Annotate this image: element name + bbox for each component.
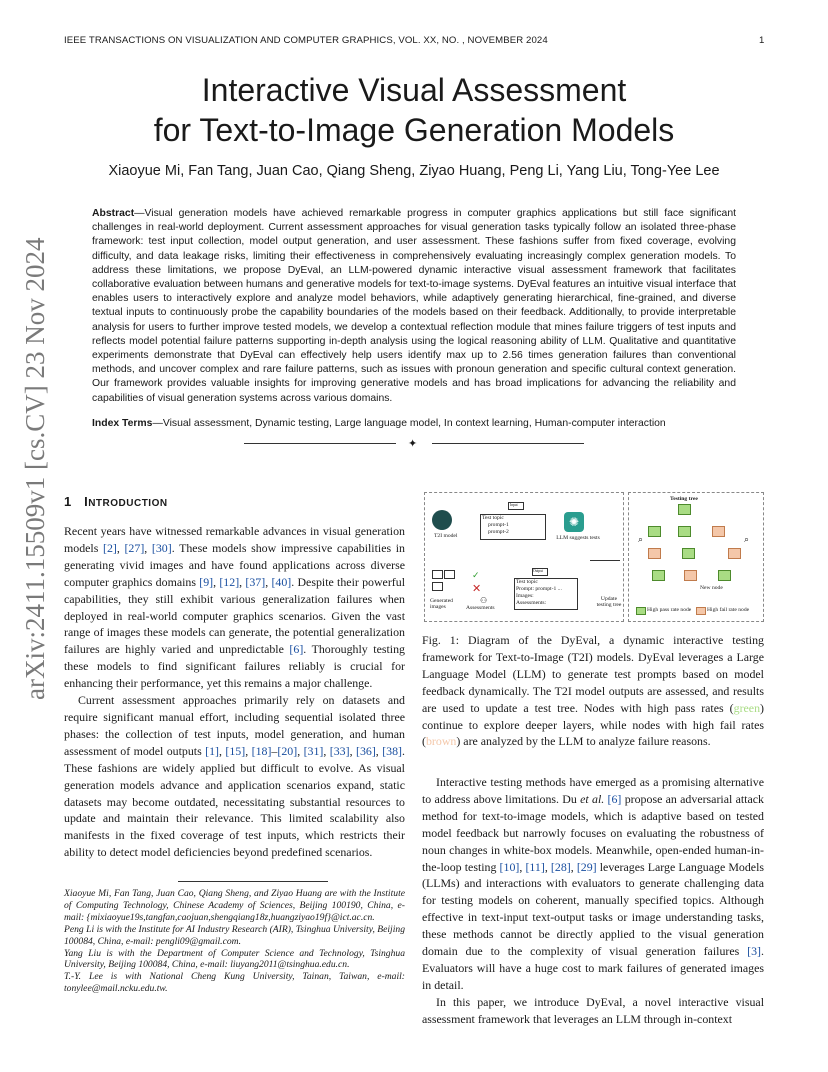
arxiv-stamp: arXiv:2411.15509v1 [cs.CV] 23 Nov 2024 — [20, 237, 50, 700]
legend-pass-label: High pass rate node — [647, 607, 692, 613]
citation-link[interactable]: [29] — [576, 859, 597, 874]
separator-line-right — [432, 443, 584, 444]
citation-link[interactable]: [9] — [199, 574, 214, 589]
citation-link[interactable]: [27] — [124, 540, 145, 555]
green-legend-word: green — [733, 700, 761, 715]
citation-link[interactable]: [20] — [277, 743, 298, 758]
image-icon-1 — [432, 570, 443, 579]
arrow-line-update — [590, 560, 620, 561]
abstract-text: —Visual generation models have achieved remarkable progress in computer graphics applications but still face significant challenges in real-world deployment. Current assessment approaches for visual generation tasks typically follow an isolated three-phase framework: test input collection, model output generation, and user assessment. These fashions suffer from fixed coverage, evolving difficulty, and data leakage risks, limiting their effectiveness in comprehensively evaluating increasingly complex generation models. To address these limitations, we propose DyEval, an LLM-powered dynamic interactive visual assessment framework that facilitates collaborative evaluation between humans and generative models for text-to-image systems. DyEval features an intuitive visual interface that enables users to interactively explore and analyze model behaviors, while adaptively generating hierarchical, fine-grained, and diverse textual inputs to continuously probe the capability boundaries of the models based on their feedback. Additionally, to provide interpretable analysis for users to further improve tested models, we develop a contextual reflection module that mines failure triggers of test inputs and reflects model potential failure patterns supporting in-depth analysis using the logical reasoning ability of LLM. Qualitative and quantitative experiments demonstrate that DyEval can effectively help users identify max up to 2.56 times generation failures than conventional methods, and uncover complex and rare failure patterns, such as issues with pronoun generation and specific cultural context generation. Our framework provides valuable insights for improving generative models and has broad implications for advancing the reliability and capabilities of visual generation systems across various domains. — [92, 208, 736, 404]
body-paragraph-4: In this paper, we introduce DyEval, a novel interactive visual assessment framework that leverages an LLM through in-context — [422, 994, 764, 1026]
citation-link[interactable]: [40] — [271, 574, 292, 589]
citation-link[interactable]: [10] — [499, 859, 520, 874]
section-number: 1 — [64, 494, 72, 509]
journal-header: IEEE TRANSACTIONS ON VISUALIZATION AND COMPUTER GRAPHICS, VOL. XX, NO. , NOVEMBER 2024 — [64, 35, 548, 46]
t2i-model-icon — [432, 510, 452, 530]
citation-link[interactable]: [15] — [225, 743, 246, 758]
title-line-1: Interactive Visual Assessment — [201, 72, 627, 108]
tree-node-l3c — [718, 570, 731, 581]
assessments-label: Assessments — [466, 605, 495, 611]
diamond-icon: ✦ — [408, 438, 418, 450]
assessments-row-label: Assessments: — [516, 600, 547, 606]
prompt-1-label: prompt-1 — [488, 522, 509, 528]
separator-line-left — [244, 443, 396, 444]
tree-node-l1b — [678, 526, 691, 537]
citation-link[interactable]: [36] — [355, 743, 376, 758]
citation-link[interactable]: [31] — [303, 743, 324, 758]
legend-fail-label: High fail rate node — [707, 607, 750, 613]
testing-tree-title: Testing tree — [670, 496, 698, 502]
prompt-list-label: Prompt: prompt-1 ... — [516, 586, 562, 592]
footnote-4: T.-Y. Lee is with National Cheng Kung University, Tainan, Taiwan, e-mail: tonylee@mail.ncku.edu.tw. — [64, 971, 405, 995]
section-title: INTRODUCTION — [84, 494, 168, 509]
update-tree-label: Update testing tree — [596, 596, 622, 609]
citation-link[interactable]: [18] — [251, 743, 272, 758]
figure-1-diagram — [422, 490, 764, 622]
generated-images-label: Generated images — [430, 598, 453, 611]
body-paragraph-3: Interactive testing methods have emerged as a promising alternative to address above limitations. Du et al. [6] propose an adversarial attack method for text-to-image models, which is adaptive based on tested model feedback but narrowly focuses on evaluating the robustness of noun changes in white-box models. Meanwhile, open-ended human-in-the-loop testing [10], [11], [28], [29] leverages Large Language Models (LLMs) and interactions with evaluators to generate challenging data for testing models on coherent, manually specified topics. Although effective in text-input text-output tasks or image understanding tasks, these methods cannot be directly applied to the visual generation domain due to the complexity of visual generation failures [3]. Evaluators will have a huge cost to mark failures of generated images in detail. — [422, 775, 765, 992]
index-terms-text: —Visual assessment, Dynamic testing, Large language model, In context learning, Human-computer interaction — [152, 418, 666, 429]
citation-link[interactable]: [37] — [245, 574, 266, 589]
citation-link[interactable]: [12] — [219, 574, 240, 589]
citation-link[interactable]: [30] — [151, 540, 172, 555]
brown-legend-word: brown — [425, 734, 457, 749]
tree-root-node — [678, 504, 691, 515]
section-separator — [244, 436, 584, 450]
citation-link[interactable]: [38] — [382, 743, 402, 758]
test-topic-2-label: Test topic — [516, 579, 538, 585]
t2i-model-label: T2I model — [434, 533, 458, 539]
citation-link[interactable]: [2] — [102, 540, 117, 555]
input-tag-label: Input — [510, 503, 518, 507]
images-label: Images: — [516, 593, 534, 599]
image-icon-2 — [444, 570, 455, 579]
paper-title — [64, 70, 764, 150]
section-heading — [64, 494, 168, 509]
tree-node-l3b — [684, 570, 697, 581]
magnifier-icon: ⌕ — [638, 534, 644, 544]
italic-text: et al. — [580, 791, 605, 806]
legend-pass-swatch — [636, 607, 646, 615]
index-terms-label: Index Terms — [92, 418, 153, 429]
index-terms — [92, 417, 736, 431]
new-node-label: New node — [700, 585, 723, 591]
citation-link[interactable]: [28] — [550, 859, 571, 874]
user-icon: ⚇ — [480, 596, 488, 605]
citation-link[interactable]: [6] — [607, 791, 622, 806]
footnote-1: Xiaoyue Mi, Fan Tang, Juan Cao, Qiang Sheng, and Ziyao Huang are with the Institute of Computing Technology, Chinese Academy of Sciences, Beijing 100190, China, e-mail: {mixiaoyue19s,tangfan,caojuan,shengqiang18z,huangziyao19f}@ict.ac.cn. — [64, 888, 405, 923]
citation-link[interactable]: [6] — [289, 642, 304, 657]
right-column — [422, 774, 764, 1028]
image-icon-3 — [432, 582, 443, 591]
check-icon: ✓ — [472, 570, 480, 580]
tree-node-l1a — [648, 526, 661, 537]
abstract — [92, 207, 736, 406]
legend-fail-swatch — [696, 607, 706, 615]
tree-node-l2c — [728, 548, 741, 559]
magnifier-icon-2: ⌕ — [744, 534, 750, 544]
footnotes — [64, 888, 405, 995]
citation-link[interactable]: [33] — [329, 743, 350, 758]
llm-label: LLM suggests tests — [556, 535, 600, 541]
page-number: 1 — [759, 35, 765, 46]
intro-paragraph-2: Current assessment approaches primarily rely on datasets and require significant manual effort, including sequential isolated three phases: the collection of test inputs, model generation, and human assessment of model outputs [1], [15], [18]–[20], [31], [33], [36], [38]. These fashions are widely applied but difficult to evolve. As visual generation models advance and application scenarios expand, static datasets may become outdated, necessitating substantial resources to update and maintain their relevance. This limited scalability also manifests in the fixed coverage of test inputs, which restricts their ability to detect model deficiencies beyond predefined scenarios. — [64, 693, 405, 860]
citation-link[interactable]: [11] — [525, 859, 545, 874]
figure-1-caption: Fig. 1: Diagram of the DyEval, a dynamic interactive testing framework for Text-to-Image (T2I) models. DyEval leverages a Large Language Model (LLM) to generate test prompts based on model feedback dynamically. The T2I model outputs are assessed, and results are used to update a test tree. Nodes with high pass rates (green) continue to explore deeper layers, while nodes with high fail rates (brown) are analyzed by the LLM to analyze failure reasons. — [422, 633, 764, 749]
cross-icon: ✕ — [472, 583, 482, 595]
footnote-2: Peng Li is with the Institute for AI Industry Research (AIR), Tsinghua University, Beijing 100084, China, e-mail: pengli09@gmail.com. — [64, 923, 405, 947]
llm-icon: ✺ — [564, 512, 584, 532]
footnote-rule — [178, 881, 328, 882]
footnote-3: Yang Liu is with the Department of Computer Science and Technology, Tsinghua University, Beijing 100084, China, e-mail: liuyang2011@tsinghua.edu.cn. — [64, 947, 405, 971]
title-line-2: for Text-to-Image Generation Models — [153, 112, 675, 148]
citation-link[interactable]: [3] — [747, 944, 762, 959]
tree-node-l3a — [652, 570, 665, 581]
tree-node-l1c — [712, 526, 725, 537]
test-topic-label: Test topic — [482, 515, 504, 521]
citation-link[interactable]: [1] — [205, 743, 220, 758]
intro-paragraph-1: Recent years have witnessed remarkable advances in visual generation models [2], [27], [30]. These models show impressive capabilities in generating vivid images and have found applications across diverse computer graphics domains [9], [12], [37], [40]. Despite their powerful capabilities, they still exhibit various generalization failures when deployed in real-world computer graphics scenarios. Given the vast range of images these models can generate, the potential generalization failures are highly varied and unpredictable [6]. Thoroughly testing these models to find significant failures reliably is crucial for enhancing their performance, yet this remains a major challenge. — [64, 524, 406, 691]
prompt-2-label: prompt-2 — [488, 529, 509, 535]
left-column — [64, 523, 405, 861]
output-tag-label: Output — [533, 569, 543, 573]
tree-node-l2b — [682, 548, 695, 559]
abstract-label: Abstract — [92, 208, 135, 219]
tree-node-l2a — [648, 548, 661, 559]
author-list: Xiaoyue Mi, Fan Tang, Juan Cao, Qiang Sheng, Ziyao Huang, Peng Li, Yang Liu, Tong-Yee Lee — [108, 163, 720, 179]
